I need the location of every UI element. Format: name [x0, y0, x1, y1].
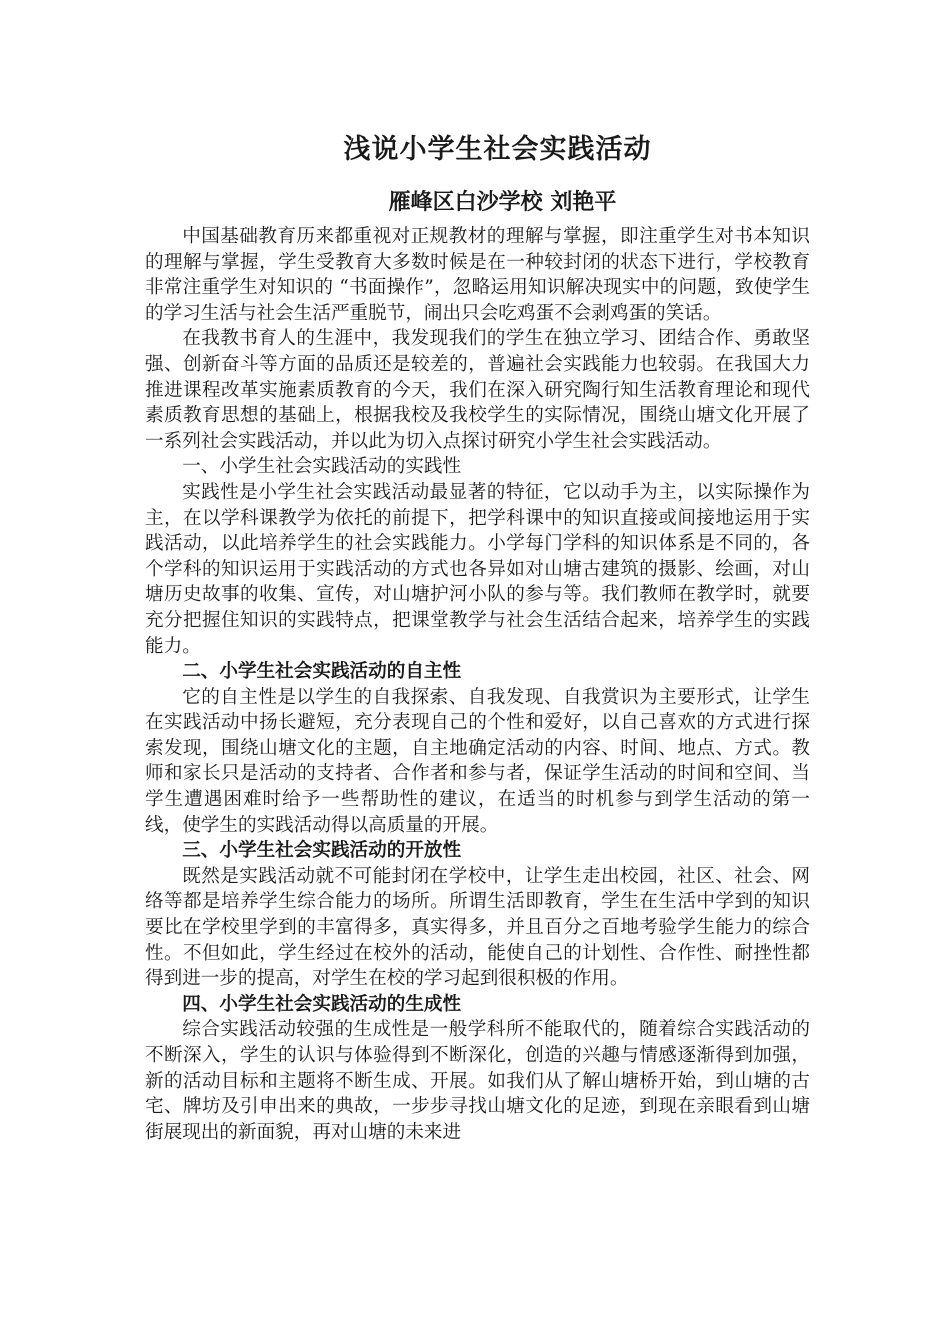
document-title: 浅说小学生社会实践活动: [343, 134, 652, 165]
author-line: 雁峰区白沙学校 刘艳平: [388, 189, 617, 215]
paragraph-section-2: 它的自主性是以学生的自我探索、自我发现、自我赏识为主要形式，让学生在实践活动中扬长避短，充分表现自己的个性和爱好，以自己喜欢的方式进行探索发现，围绕山塘文化的主题，自主地确定活动的内容、时间、地点、方式。教师和家长只是活动的支持者、合作者和参与者，保证学生活动的时间和空间、当学生遭遇困难时给予一些帮助性的建议，在适当的时机参与到学生活动的第一线，使学生的实践活动得以高质量的开展。: [145, 686, 810, 836]
paragraph-section-4: 综合实践活动较强的生成性是一般学科所不能取代的，随着综合实践活动的不断深入，学生的认识与体验得到不断深化，创造的兴趣与情感逐渐得到加强，新的活动目标和主题将不断生成、开展。如我们从了解山塘桥开始，到山塘的古宅、牌坊及引申出来的典故，一步步寻找山塘文化的足迹，到现在亲眼看到山塘街展现出的新面貌，再对山塘的未来进: [145, 1019, 810, 1143]
section-heading-4: 四、小学生社会实践活动的生成性: [182, 993, 462, 1015]
paragraph-section-1: 实践性是小学生社会实践活动最显著的特征，它以动手为主，以实际操作为主，在以学科课教学为依托的前提下，把学科课中的知识直接或间接地运用于实践活动，以此培养学生的社会实践能力。小学每门学科的知识体系是不同的，各个学科的知识运用于实践活动的方式也各异如对山塘古建筑的摄影、绘画，对山塘历史故事的收集、宣传，对山塘护河小队的参与等。我们教师在教学时，就要充分把握住知识的实践特点，把课堂教学与社会生活结合起来，培养学生的实践能力。: [145, 481, 810, 657]
section-heading-3: 三、小学生社会实践活动的开放性: [182, 840, 462, 862]
paragraph-intro-1: 中国基础教育历来都重视对正规教材的理解与掌握，即注重学生对书本知识的理解与掌握，学生受教育大多数时候是在一种较封闭的状态下进行，学校教育非常注重学生对知识的 “书面操作”，忽略运用知识解决现实中的问题，致使学生的学习生活与社会生活严重脱节，闹出只会吃鸡蛋不会剥鸡蛋的笑话。: [145, 226, 810, 324]
document-page: [145, 128, 810, 1145]
section-heading-2: 二、小学生社会实践活动的自主性: [182, 661, 462, 683]
paragraph-section-3: 既然是实践活动就不可能封闭在学校中，让学生走出校园，社区、社会、网络等都是培养学生综合能力的场所。所谓生活即教育，学生在生活中学到的知识要比在学校里学到的丰富得多，真实得多，并且百分之百地考验学生能力的综合性。不但如此，学生经过在校外的活动，能使自己的计划性、合作性、耐挫性都得到进一步的提高，对学生在校的学习起到很积极的作用。: [145, 865, 810, 990]
section-heading-1: 一、小学生社会实践活动的实践性: [182, 456, 462, 478]
paragraph-intro-2: 在我教书育人的生涯中，我发现我们的学生在独立学习、团结合作、勇敢坚强、创新奋斗等方面的品质还是较差的，普遍社会实践能力也较弱。在我国大力推进课程改革实施素质教育的今天，我们在深入研究陶行知生活教育理论和现代素质教育思想的基础上，根据我校及我校学生的实际情况，围绕山塘文化开展了一系列社会实践活动，并以此为切入点探讨研究小学生社会实践活动。: [145, 328, 810, 452]
